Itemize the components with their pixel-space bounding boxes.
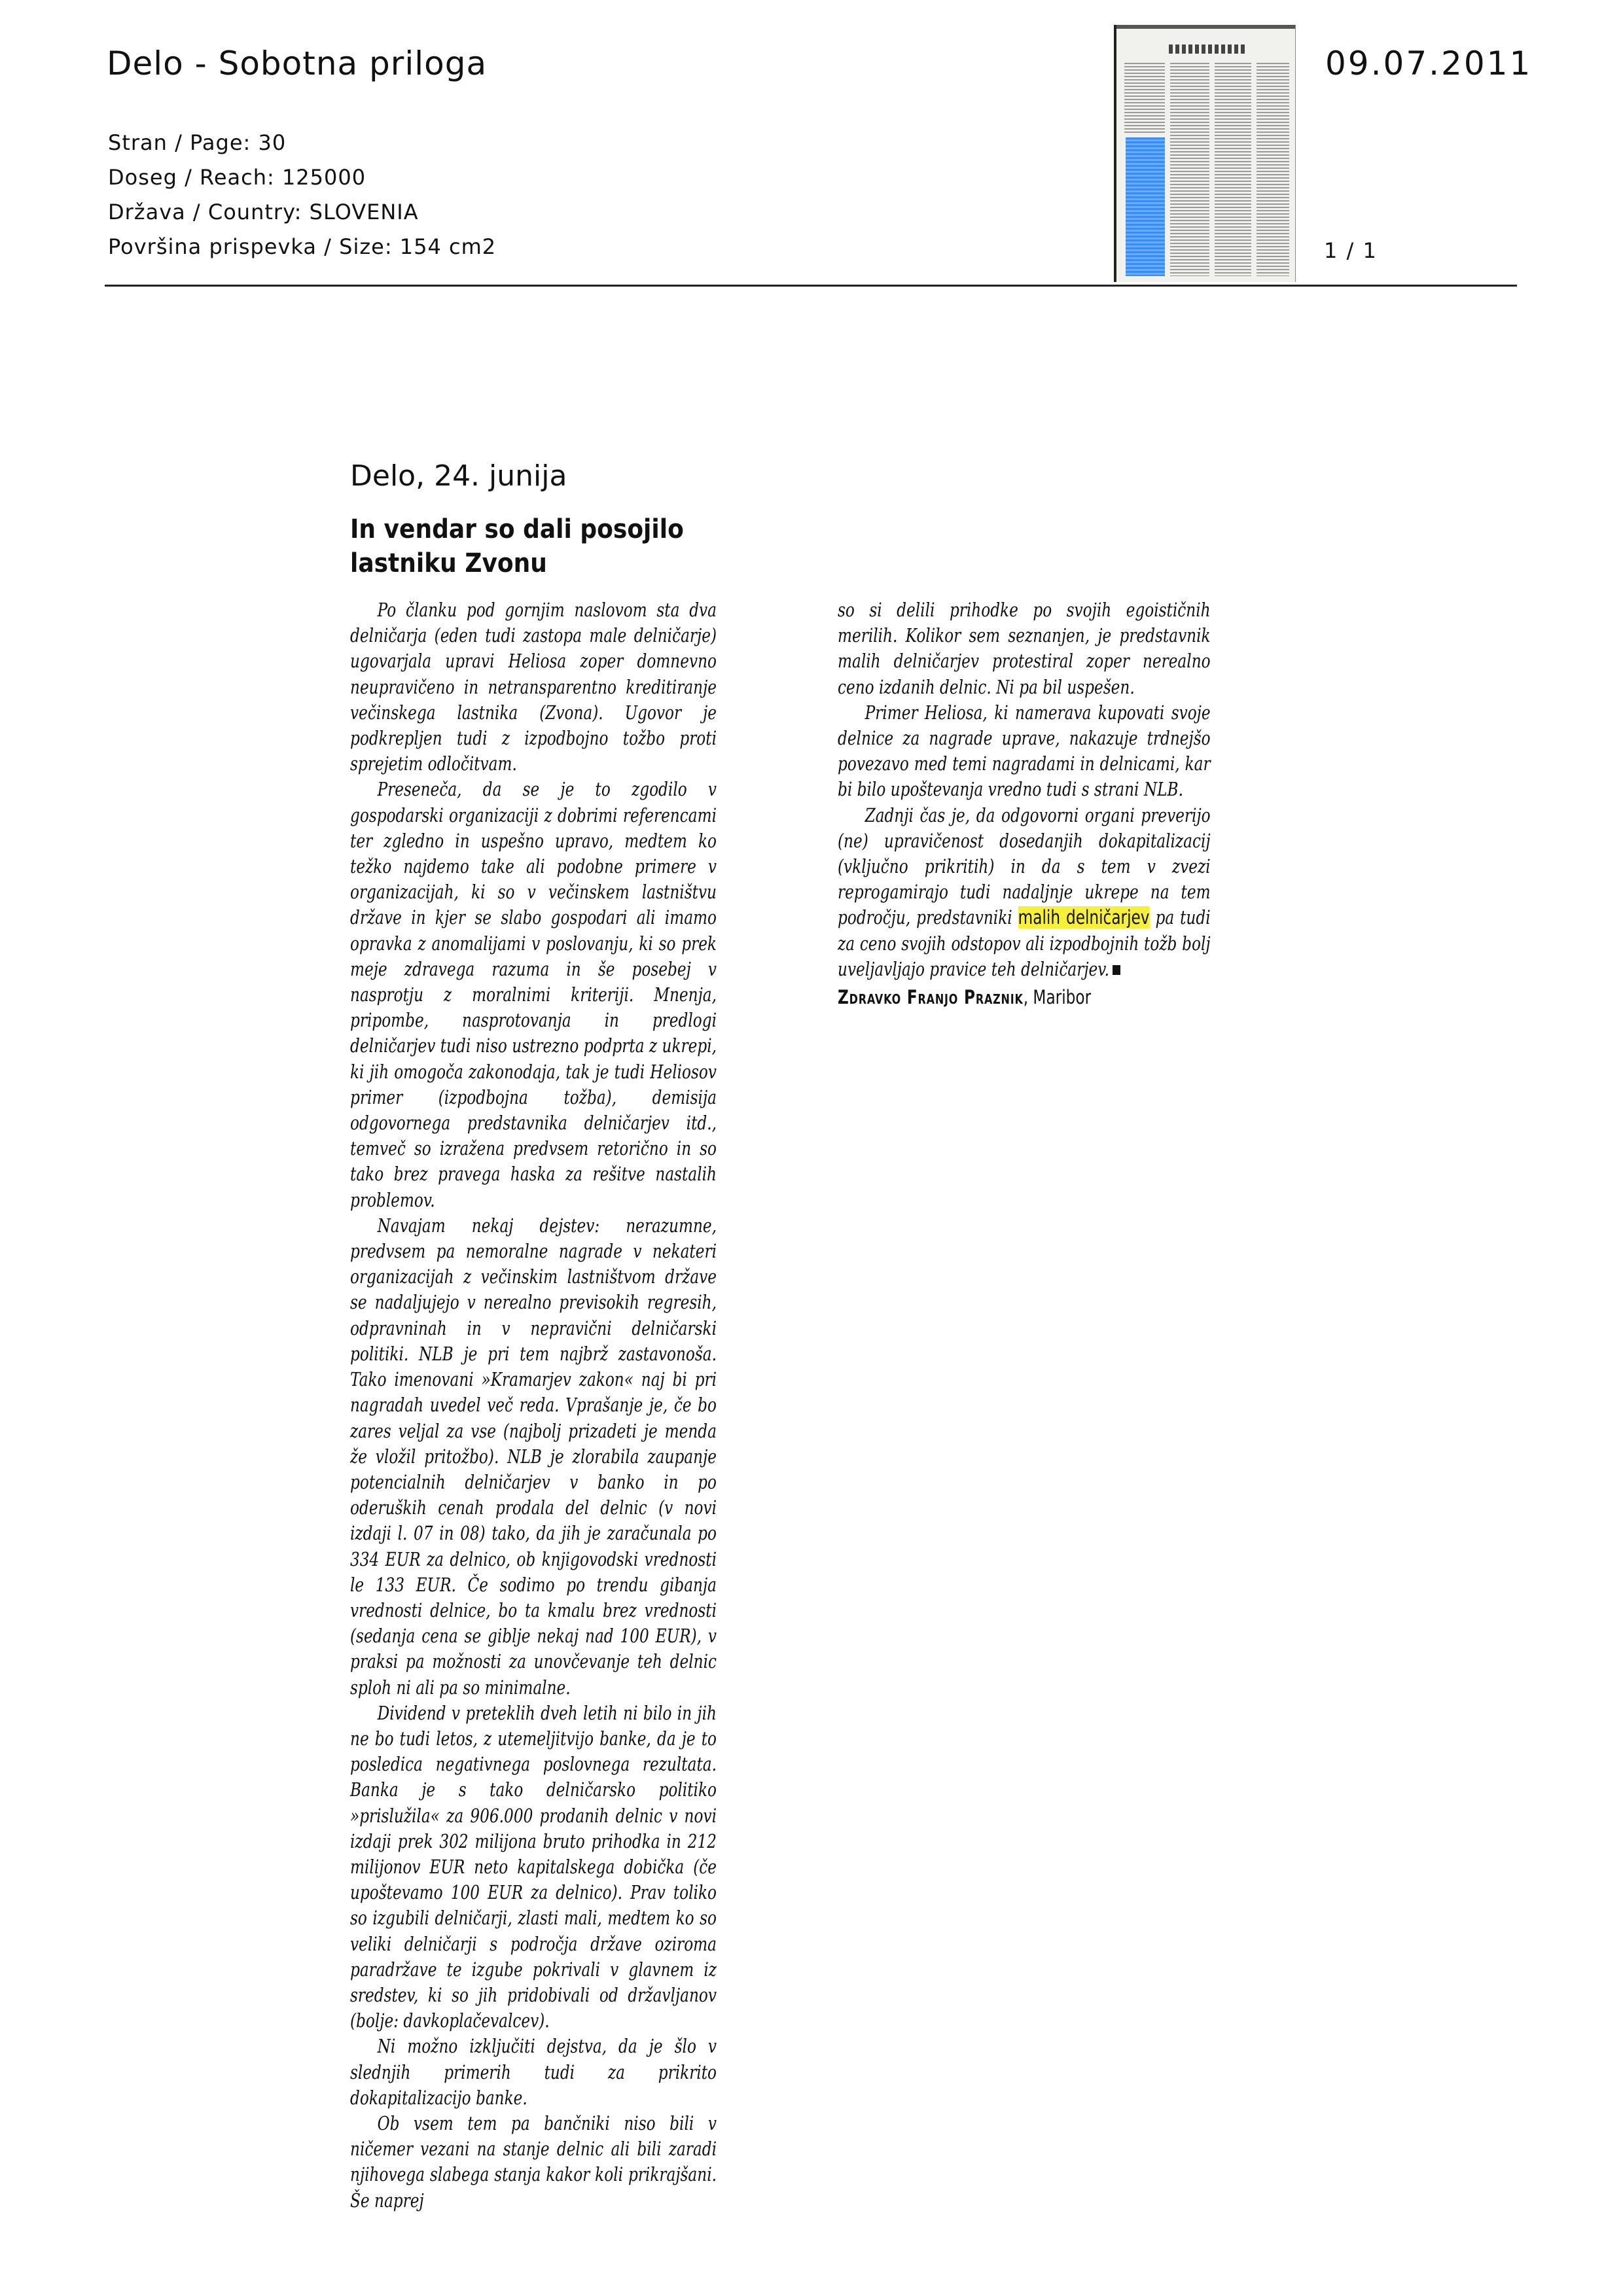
article-column-1 bbox=[350, 597, 717, 2214]
headline-line-2: lastniku Zvonu bbox=[350, 548, 547, 578]
paragraph: so si delili prihodke po svojih egoističnih merilih. Kolikor sem seznanjen, je predstavnik malih delničarjev protestiral zoper nerealno ceno izdanih delnic. Ni pa bil uspešen. bbox=[838, 599, 1211, 698]
paragraph: Dividend v preteklih dveh letih ni bilo in jih ne bo tudi letos, z utemeljitvijo banke, da je to posledica negativnega poslovnega rezultata. Banka je s tako delničarsko politiko »prislužila« za 906.000 prodanih delnic v novi izdaji prek 302 milijona bruto prihodka in 212 milijonov EUR neto kapitalskega dobička (če upoštevamo 100 EUR za delnico). Prav toliko so izgubili delničarji, zlasti mali, medtem ko so veliki delničarji s področja države oziroma paradržave te izgube pokrivali v glavnem iz sredstev, ki so jih pridobivali od državljanov (bolje: davkoplačevalcev). bbox=[350, 1701, 717, 2032]
end-of-article-square-icon bbox=[1113, 965, 1120, 975]
author-place: , Maribor bbox=[1023, 986, 1092, 1009]
text-segment: pa tudi za ceno svojih odstopov ali izpodbojnih tožb bolj uveljavljajo pravice teh delničarjev. bbox=[838, 906, 1211, 980]
header-divider bbox=[105, 285, 1517, 287]
author-name: Zdravko Franjo Praznik bbox=[838, 986, 1024, 1009]
page-thumbnail[interactable] bbox=[1114, 25, 1296, 282]
meta-page: Stran / Page: 30 bbox=[108, 130, 287, 155]
paragraph: Preseneča, da se je to zgodilo v gospodarski organizaciji z dobrimi referencami ter zgledno in uspešno upravo, medtem ko težko najdemo take ali podobne primere v organizacijah, ki so v večinskem lastništvu države in kjer se slabo gospodari ali imamo opravka z anomalijami v poslovanju, ki so prek meje zdravega razuma in še posebej v nasprotju z moralnimi kriteriji. Mnenja, pripombe, nasprotovanja in predlogi delničarjev tudi niso ustrezno podprta z ukrepi, ki jih omogoča zakonodaja, tak je tudi Heliosov primer (izpodbojna tožba), demisija odgovornega predstavnika delničarjev itd., temveč so izražena predvsem retorično in so tako brez pravega haska za rešitve nastalih problemov. bbox=[350, 778, 717, 1211]
headline-line-1: In vendar so dali posojilo bbox=[350, 514, 684, 544]
meta-country: Država / Country: SLOVENIA bbox=[108, 200, 419, 224]
paragraph: Navajam nekaj dejstev: nerazumne, predvsem pa nemoralne nagrade v nekateri organizacijah z večinskim lastništvom države se nadaljujejo v nerealno previsokih regresih, odpravninah in v nepravični delničarski politiki. NLB je pri tem najbrž zastavonoša. Tako imenovani »Kramarjev zakon« naj bi pri nagradah uvedel več reda. Vprašanje je, če bo zares veljal za vse (najbolj prizadeti je menda že vložil pritožbo). NLB je zlorabila zaupanje potencialnih delničarjev v banko in po oderuških cenah prodala del delnic (v novi izdaji l. 07 in 08) tako, da jih je zaračunala po 334 EUR za delnico, ob knjigovodski vrednosti le 133 EUR. Če sodimo po trendu gibanja vrednosti delnice, bo ta kmalu brez vrednosti (sedanja cena se giblje nekaj nad 100 EUR), v praksi pa možnosti za unovčevanje teh delnic sploh ni ali pa so minimalne. bbox=[350, 1214, 717, 1699]
paragraph: Ob vsem tem pa bančniki niso bili v ničemer vezani na stanje delnic ali bili zaradi njihovega slabega stanja kakor koli prikrajšani. Še naprej bbox=[350, 2111, 717, 2212]
paragraph: Primer Heliosa, ki namerava kupovati svoje delnice za nagrade uprave, nakazuje trdnejšo povezavo med temi nagradami in delnicami, kar bi bilo upoštevanja vredno tudi s strani NLB. bbox=[838, 701, 1211, 801]
article-column-2 bbox=[838, 597, 1211, 1010]
author-signature bbox=[838, 985, 1211, 1010]
paragraph-final bbox=[838, 803, 1211, 982]
highlighted-phrase: malih delničarjev bbox=[1018, 906, 1150, 929]
meta-size: Površina prispevka / Size: 154 cm2 bbox=[108, 234, 497, 259]
paragraph: Ni možno izključiti dejstva, da je šlo v slednjih primerih tudi za prikrito dokapitalizacijo banke. bbox=[350, 2035, 717, 2109]
publication-title: Delo - Sobotna priloga bbox=[107, 44, 488, 82]
text-segment: Zadnji čas je, da odgovorni organi preverijo (ne) upravičenost dosedanjih dokapitalizacij (vključno prikritih) in da s tem v zvezi reprogamirajo tudi nadaljnje ukrepe na tem področju, predstavniki bbox=[838, 804, 1211, 929]
publication-date: 09.07.2011 bbox=[1325, 44, 1533, 82]
page-counter: 1 / 1 bbox=[1324, 238, 1378, 263]
meta-reach: Doseg / Reach: 125000 bbox=[108, 165, 366, 190]
article-headline bbox=[350, 512, 704, 580]
clipping-metadata bbox=[108, 126, 496, 264]
paragraph: Po članku pod gornjim naslovom sta dva delničarja (eden tudi zastopa male delničarje) ugovarjala upravi Heliosa zoper domnevno neupravičeno in netransparentno kreditiranje večinskega lastnika (Zvona). Ugovor je podkrepljen tudi z izpodbojno tožbo proti sprejetim odločitvam. bbox=[350, 599, 717, 775]
article-source: Delo, 24. junija bbox=[350, 459, 567, 493]
